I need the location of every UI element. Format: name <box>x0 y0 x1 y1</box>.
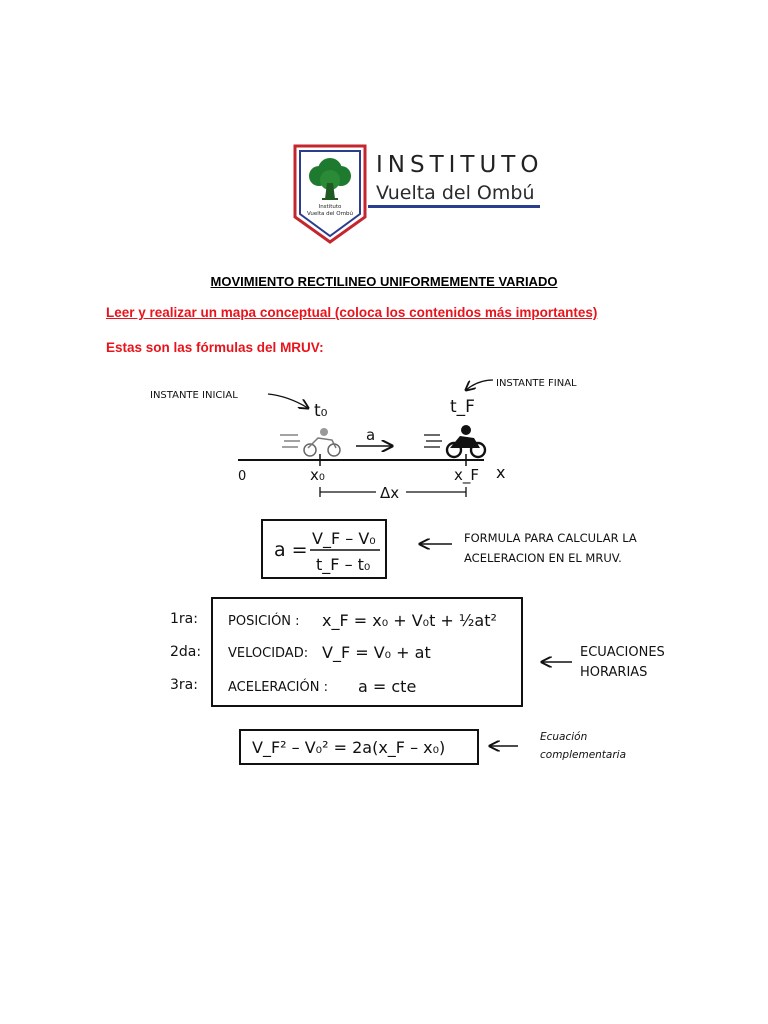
acceleration-arrow-label: a <box>366 426 376 444</box>
document-title: MOVIMIENTO RECTILINEO UNIFORMEMENTE VARIADO <box>210 274 558 289</box>
origin-label: 0 <box>238 469 247 484</box>
svg-text:Vuelta del Ombú: Vuelta del Ombú <box>307 211 353 217</box>
position-label: POSICIÓN : <box>228 614 300 629</box>
x-axis-label: x <box>496 463 506 482</box>
complementary-formula: V_F² – V₀² = 2a(x_F – x₀) <box>252 738 446 757</box>
ordinal-1: 1ra: <box>170 611 198 627</box>
institute-subtitle: Vuelta del Ombú <box>376 182 535 204</box>
delta-x-label: Δx <box>380 484 400 502</box>
hourly-equations <box>170 598 665 706</box>
logo-divider <box>368 205 540 208</box>
formulas-heading: Estas son las fórmulas del MRUV: <box>106 340 324 355</box>
instruction-text: Leer y realizar un mapa conceptual (coloca los contenidos más importantes) <box>106 305 598 320</box>
acceleration-note-line1: FORMULA PARA CALCULAR LA <box>464 531 637 545</box>
complementary-note-line2: complementaria <box>540 749 627 761</box>
acceleration-constant-formula: a = cte <box>358 677 417 696</box>
velocity-formula: V_F = V₀ + at <box>322 643 431 662</box>
acceleration-label: ACELERACIÓN : <box>228 680 328 695</box>
tf-label: t_F <box>450 397 475 417</box>
complementary-equation <box>240 730 626 764</box>
xf-label: x_F <box>454 466 480 484</box>
final-instant-label: INSTANTE FINAL <box>496 378 577 389</box>
acceleration-note-line2: ACELERACION EN EL MRUV. <box>464 551 622 565</box>
acceleration-numerator: V_F – V₀ <box>312 529 376 548</box>
mruv-formulas-figure <box>148 368 744 778</box>
hourly-note-line1: ECUACIONES <box>580 645 665 660</box>
ordinal-2: 2da: <box>170 644 202 660</box>
institute-title: INSTITUTO <box>376 152 544 178</box>
motorcycle-initial-icon <box>280 428 340 456</box>
acceleration-formula <box>262 520 637 578</box>
institute-name <box>376 152 543 205</box>
ordinal-3: 3ra: <box>170 677 198 693</box>
acceleration-lhs: a = <box>274 539 308 561</box>
svg-text:Instituto: Instituto <box>318 204 342 210</box>
velocity-label: VELOCIDAD: <box>228 646 309 661</box>
institute-logo-shield <box>292 143 368 245</box>
complementary-note-line1: Ecuación <box>540 731 588 743</box>
acceleration-denominator: t_F – t₀ <box>316 555 371 574</box>
initial-instant-label: INSTANTE INICIAL <box>150 390 238 401</box>
motion-diagram <box>150 378 577 502</box>
hourly-note-line2: HORARIAS <box>580 665 648 680</box>
motorcycle-final-icon <box>424 425 485 457</box>
position-formula: x_F = x₀ + V₀t + ½at² <box>322 611 497 630</box>
x0-label: x₀ <box>310 466 325 484</box>
t0-label: t₀ <box>314 401 328 421</box>
